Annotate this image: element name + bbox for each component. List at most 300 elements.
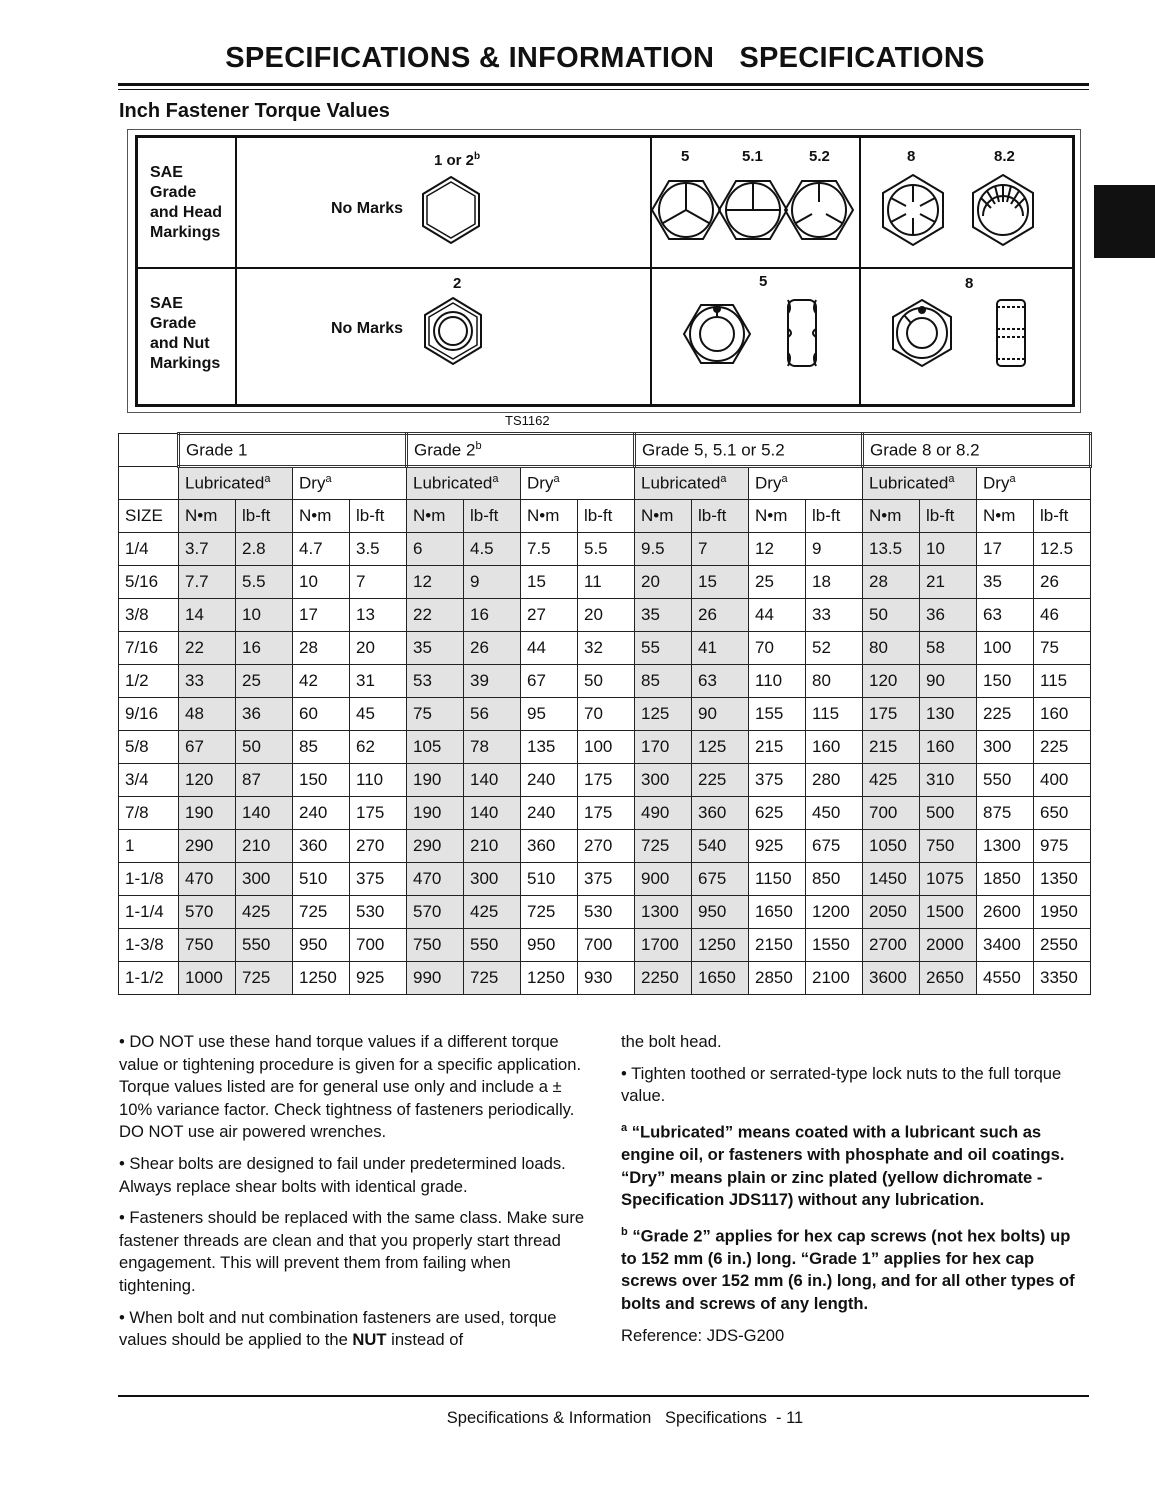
figure-code: TS1162 xyxy=(505,413,550,428)
torque-cell: 310 xyxy=(920,764,977,797)
torque-cell: 75 xyxy=(1034,632,1091,665)
torque-cell: 2700 xyxy=(863,929,920,962)
torque-cell: 360 xyxy=(521,830,578,863)
table-row xyxy=(119,863,1091,896)
torque-cell: 125 xyxy=(635,698,692,731)
torque-cell: 3400 xyxy=(977,929,1034,962)
table-row xyxy=(119,665,1091,698)
torque-cell: 9 xyxy=(806,533,863,566)
torque-cell: 140 xyxy=(464,797,521,830)
unit-header: lb-ft xyxy=(350,500,407,533)
note-shear-bolts: • Shear bolts are designed to fail under predetermined loads. Always replace shear bolts with identical grade. xyxy=(119,1153,566,1196)
torque-cell: 225 xyxy=(977,698,1034,731)
torque-cell: 240 xyxy=(521,797,578,830)
torque-cell: 70 xyxy=(749,632,806,665)
torque-cell: 42 xyxy=(293,665,350,698)
torque-cell: 115 xyxy=(1034,665,1091,698)
torque-cell: 35 xyxy=(635,599,692,632)
torque-cell: 20 xyxy=(350,632,407,665)
torque-cell: 85 xyxy=(293,731,350,764)
unit-header: N•m xyxy=(635,500,692,533)
torque-cell: 210 xyxy=(464,830,521,863)
torque-cell: 1300 xyxy=(977,830,1034,863)
torque-cell: 10 xyxy=(236,599,293,632)
torque-cell: 14 xyxy=(179,599,236,632)
torque-cell: 28 xyxy=(293,632,350,665)
torque-cell: 290 xyxy=(407,830,464,863)
torque-cell: 1500 xyxy=(920,896,977,929)
torque-cell: 110 xyxy=(350,764,407,797)
size-cell: 5/16 xyxy=(119,566,179,599)
torque-cell: 570 xyxy=(407,896,464,929)
torque-cell: 1650 xyxy=(692,962,749,995)
torque-cell: 210 xyxy=(236,830,293,863)
torque-cell: 950 xyxy=(293,929,350,962)
torque-cell: 87 xyxy=(236,764,293,797)
notes-left-column xyxy=(119,1031,589,1361)
size-cell: 7/16 xyxy=(119,632,179,665)
unit-header: lb-ft xyxy=(236,500,293,533)
note-hand-torque: • DO NOT use these hand torque values if a different torque value or tightening procedure is given for a specific application. Torque values listed are for general use only and include a ± 10% variance factor. Check tightness of fasteners periodically. DO NOT use air powered wrenches. xyxy=(119,1032,582,1142)
torque-cell: 270 xyxy=(350,830,407,863)
condition-header-row xyxy=(119,467,1091,500)
torque-table-body xyxy=(119,434,1091,995)
torque-cell: 78 xyxy=(464,731,521,764)
header-rule xyxy=(118,83,1089,86)
torque-cell: 950 xyxy=(692,896,749,929)
torque-cell: 110 xyxy=(749,665,806,698)
torque-cell: 750 xyxy=(179,929,236,962)
torque-cell: 17 xyxy=(293,599,350,632)
torque-cell: 900 xyxy=(635,863,692,896)
unit-header: N•m xyxy=(863,500,920,533)
torque-cell: 15 xyxy=(521,566,578,599)
torque-cell: 21 xyxy=(920,566,977,599)
torque-cell: 90 xyxy=(692,698,749,731)
torque-cell: 15 xyxy=(692,566,749,599)
torque-cell: 360 xyxy=(293,830,350,863)
table-row xyxy=(119,533,1091,566)
size-cell: 1/2 xyxy=(119,665,179,698)
torque-cell: 930 xyxy=(578,962,635,995)
torque-cell: 3.5 xyxy=(350,533,407,566)
torque-cell: 1650 xyxy=(749,896,806,929)
size-cell: 1-1/2 xyxy=(119,962,179,995)
torque-cell: 22 xyxy=(407,599,464,632)
torque-cell: 375 xyxy=(749,764,806,797)
table-row xyxy=(119,731,1091,764)
torque-cell: 160 xyxy=(1034,698,1091,731)
table-row xyxy=(119,764,1091,797)
hex-head-grade-5-2-icon xyxy=(785,181,853,239)
nut-grade-5-side-icon xyxy=(788,300,816,366)
torque-cell: 1950 xyxy=(1034,896,1091,929)
torque-cell: 1550 xyxy=(806,929,863,962)
torque-cell: 360 xyxy=(692,797,749,830)
unit-header-row xyxy=(119,500,1091,533)
lubricated-header: Lubricated$^a$ xyxy=(863,467,977,500)
head-grade-1-or-2-label: 1 or 2$^b$ xyxy=(434,151,481,169)
torque-cell: 12.5 xyxy=(1034,533,1091,566)
torque-cell: 63 xyxy=(692,665,749,698)
torque-cell: 650 xyxy=(1034,797,1091,830)
torque-cell: 7 xyxy=(350,566,407,599)
torque-cell: 425 xyxy=(863,764,920,797)
torque-cell: 2650 xyxy=(920,962,977,995)
reference: Reference: JDS-G200 xyxy=(621,1325,785,1345)
torque-cell: 25 xyxy=(236,665,293,698)
table-row xyxy=(119,797,1091,830)
torque-cell: 530 xyxy=(350,896,407,929)
torque-cell: 470 xyxy=(407,863,464,896)
torque-cell: 44 xyxy=(749,599,806,632)
size-cell: 1-3/8 xyxy=(119,929,179,962)
head-grade-5-1-label: 5.1 xyxy=(742,148,763,165)
torque-cell: 1000 xyxy=(179,962,236,995)
torque-cell: 35 xyxy=(977,566,1034,599)
torque-cell: 12 xyxy=(749,533,806,566)
torque-cell: 53 xyxy=(407,665,464,698)
torque-cell: 300 xyxy=(464,863,521,896)
torque-cell: 1150 xyxy=(749,863,806,896)
torque-cell: 540 xyxy=(692,830,749,863)
torque-cell: 2850 xyxy=(749,962,806,995)
torque-cell: 13.5 xyxy=(863,533,920,566)
torque-cell: 2100 xyxy=(806,962,863,995)
torque-cell: 1250 xyxy=(293,962,350,995)
torque-cell: 4.7 xyxy=(293,533,350,566)
torque-cell: 950 xyxy=(521,929,578,962)
torque-cell: 925 xyxy=(749,830,806,863)
torque-cell: 62 xyxy=(350,731,407,764)
size-cell: 9/16 xyxy=(119,698,179,731)
torque-cell: 925 xyxy=(350,962,407,995)
torque-cell: 375 xyxy=(578,863,635,896)
torque-cell: 5.5 xyxy=(236,566,293,599)
torque-cell: 3350 xyxy=(1034,962,1091,995)
torque-cell: 240 xyxy=(293,797,350,830)
torque-cell: 7.7 xyxy=(179,566,236,599)
torque-cell: 700 xyxy=(863,797,920,830)
torque-cell: 470 xyxy=(179,863,236,896)
torque-cell: 18 xyxy=(806,566,863,599)
lubricated-header: Lubricated$^a$ xyxy=(635,467,749,500)
unit-header: lb-ft xyxy=(578,500,635,533)
torque-cell: 530 xyxy=(578,896,635,929)
torque-cell: 50 xyxy=(863,599,920,632)
torque-cell: 12 xyxy=(407,566,464,599)
nut-no-marks-label: No Marks xyxy=(331,320,404,337)
torque-cell: 1200 xyxy=(806,896,863,929)
torque-cell: 85 xyxy=(635,665,692,698)
torque-cell: 50 xyxy=(578,665,635,698)
torque-cell: 675 xyxy=(806,830,863,863)
torque-cell: 9 xyxy=(464,566,521,599)
torque-cell: 140 xyxy=(236,797,293,830)
dry-header: Dry$^a$ xyxy=(293,467,407,500)
page-footer: Specifications & Information Specifications - 11 xyxy=(446,1409,804,1427)
nut-grade-5-label: 5 xyxy=(759,273,768,290)
head-markings-label: SAE Grade and Head Markings xyxy=(150,164,223,241)
torque-cell: 270 xyxy=(578,830,635,863)
unit-header: N•m xyxy=(293,500,350,533)
size-cell: 1/4 xyxy=(119,533,179,566)
torque-cell: 725 xyxy=(635,830,692,863)
unit-header: lb-ft xyxy=(464,500,521,533)
hex-head-grade-5-icon xyxy=(652,181,720,239)
torque-cell: 400 xyxy=(1034,764,1091,797)
torque-cell: 225 xyxy=(1034,731,1091,764)
size-cell: 3/4 xyxy=(119,764,179,797)
note-bolt-nut-combination: • When bolt and nut combination fasteners are used, torque values should be applied to the NUT instead of xyxy=(119,1307,557,1350)
torque-cell: 20 xyxy=(635,566,692,599)
torque-cell: 140 xyxy=(464,764,521,797)
torque-cell: 2250 xyxy=(635,962,692,995)
torque-cell: 375 xyxy=(350,863,407,896)
notes-right-column xyxy=(621,1031,1087,1356)
torque-cell: 550 xyxy=(236,929,293,962)
torque-cell: 80 xyxy=(863,632,920,665)
table-row xyxy=(119,632,1091,665)
nut-grade-8-label: 8 xyxy=(965,275,974,292)
torque-cell: 2000 xyxy=(920,929,977,962)
torque-cell: 215 xyxy=(863,731,920,764)
torque-cell: 625 xyxy=(749,797,806,830)
torque-cell: 22 xyxy=(179,632,236,665)
hex-head-grade-5-1-icon xyxy=(719,181,787,239)
torque-cell: 550 xyxy=(464,929,521,962)
section-title: Inch Fastener Torque Values xyxy=(119,100,390,122)
torque-cell: 26 xyxy=(1034,566,1091,599)
torque-cell: 150 xyxy=(977,665,1034,698)
torque-cell: 63 xyxy=(977,599,1034,632)
torque-cell: 35 xyxy=(407,632,464,665)
torque-cell: 1075 xyxy=(920,863,977,896)
torque-cell: 36 xyxy=(236,698,293,731)
torque-cell: 120 xyxy=(179,764,236,797)
torque-cell: 32 xyxy=(578,632,635,665)
marking-drawings xyxy=(138,138,1072,404)
unit-header: N•m xyxy=(977,500,1034,533)
torque-cell: 225 xyxy=(692,764,749,797)
torque-cell: 67 xyxy=(521,665,578,698)
torque-cell: 11 xyxy=(578,566,635,599)
torque-cell: 95 xyxy=(521,698,578,731)
torque-cell: 100 xyxy=(977,632,1034,665)
torque-cell: 875 xyxy=(977,797,1034,830)
torque-cell: 10 xyxy=(293,566,350,599)
size-cell: 5/8 xyxy=(119,731,179,764)
head-grade-5-label: 5 xyxy=(681,148,690,165)
torque-cell: 450 xyxy=(806,797,863,830)
lubricated-header: Lubricated$^a$ xyxy=(407,467,521,500)
torque-cell: 300 xyxy=(635,764,692,797)
page-title: SPECIFICATIONS & INFORMATION SPECIFICATIONS xyxy=(225,42,985,74)
head-no-marks-label: No Marks xyxy=(331,200,404,217)
torque-cell: 725 xyxy=(236,962,293,995)
torque-cell: 155 xyxy=(749,698,806,731)
dry-header: Dry$^a$ xyxy=(977,467,1091,500)
torque-cell: 31 xyxy=(350,665,407,698)
marking-figure xyxy=(135,135,1075,407)
torque-cell: 2600 xyxy=(977,896,1034,929)
unit-header: N•m xyxy=(179,500,236,533)
torque-cell: 75 xyxy=(407,698,464,731)
torque-cell: 240 xyxy=(521,764,578,797)
torque-cell: 190 xyxy=(407,797,464,830)
torque-cell: 510 xyxy=(521,863,578,896)
torque-cell: 80 xyxy=(806,665,863,698)
torque-cell: 280 xyxy=(806,764,863,797)
torque-cell: 725 xyxy=(521,896,578,929)
torque-cell: 7.5 xyxy=(521,533,578,566)
table-row xyxy=(119,929,1091,962)
torque-cell: 190 xyxy=(407,764,464,797)
grade-header-row xyxy=(119,434,1091,467)
nut-markings-label: SAE Grade and Nut Markings xyxy=(150,295,221,372)
torque-cell: 510 xyxy=(293,863,350,896)
torque-cell: 115 xyxy=(806,698,863,731)
torque-cell: 90 xyxy=(920,665,977,698)
torque-cell: 975 xyxy=(1034,830,1091,863)
torque-cell: 675 xyxy=(692,863,749,896)
torque-cell: 3600 xyxy=(863,962,920,995)
torque-cell: 4.5 xyxy=(464,533,521,566)
torque-cell: 170 xyxy=(635,731,692,764)
table-row xyxy=(119,566,1091,599)
unit-header: lb-ft xyxy=(806,500,863,533)
torque-cell: 48 xyxy=(179,698,236,731)
torque-cell: 16 xyxy=(236,632,293,665)
torque-cell: 175 xyxy=(578,764,635,797)
torque-cell: 130 xyxy=(920,698,977,731)
torque-cell: 70 xyxy=(578,698,635,731)
torque-cell: 13 xyxy=(350,599,407,632)
torque-cell: 9.5 xyxy=(635,533,692,566)
note-bolt-nut-continued: the bolt head. xyxy=(621,1032,722,1051)
torque-cell: 150 xyxy=(293,764,350,797)
torque-cell: 26 xyxy=(692,599,749,632)
torque-cell: 67 xyxy=(179,731,236,764)
torque-cell: 56 xyxy=(464,698,521,731)
torque-cell: 5.5 xyxy=(578,533,635,566)
unit-header: lb-ft xyxy=(920,500,977,533)
torque-cell: 33 xyxy=(179,665,236,698)
size-header: SIZE xyxy=(119,500,179,533)
size-cell: 3/8 xyxy=(119,599,179,632)
torque-cell: 850 xyxy=(806,863,863,896)
table-row xyxy=(119,962,1091,995)
hex-head-grade-8-icon xyxy=(883,175,943,245)
torque-cell: 26 xyxy=(464,632,521,665)
torque-cell: 52 xyxy=(806,632,863,665)
lubricated-header: Lubricated$^a$ xyxy=(179,467,293,500)
torque-cell: 1300 xyxy=(635,896,692,929)
footer-rule xyxy=(118,1395,1089,1397)
unit-header: N•m xyxy=(749,500,806,533)
section-tab-marker xyxy=(1094,185,1155,258)
torque-cell: 1350 xyxy=(1034,863,1091,896)
table-row xyxy=(119,896,1091,929)
footnote-a: $^a$ “Lubricated” means coated with a lubricant such as engine oil, or fasteners with phosphate and oil coatings. “Dry” means plain or zinc plated (yellow dichromate - Specification JDS117) without any lubrication. xyxy=(621,1121,1065,1210)
torque-cell: 44 xyxy=(521,632,578,665)
torque-cell: 2050 xyxy=(863,896,920,929)
torque-cell: 58 xyxy=(920,632,977,665)
torque-cell: 1250 xyxy=(521,962,578,995)
torque-cell: 500 xyxy=(920,797,977,830)
header-rule-thin xyxy=(118,89,1089,90)
head-grade-5-2-label: 5.2 xyxy=(809,148,830,165)
torque-cell: 990 xyxy=(407,962,464,995)
unit-header: lb-ft xyxy=(692,500,749,533)
torque-cell: 135 xyxy=(521,731,578,764)
torque-cell: 16 xyxy=(464,599,521,632)
torque-cell: 425 xyxy=(236,896,293,929)
torque-table xyxy=(118,432,1092,995)
footnote-b: $^b$ “Grade 2” applies for hex cap screws (not hex bolts) up to 152 mm (6 in.) long. “Grade 1” applies for hex cap screws over 152 mm (6 in.) long, and for all other types of bolts and screws of any length. xyxy=(621,1225,1075,1313)
size-cell: 1-1/8 xyxy=(119,863,179,896)
grade-8-header: Grade 8 or 8.2 xyxy=(863,434,1091,467)
table-row xyxy=(119,599,1091,632)
torque-cell: 290 xyxy=(179,830,236,863)
torque-cell: 41 xyxy=(692,632,749,665)
torque-cell: 105 xyxy=(407,731,464,764)
torque-cell: 6 xyxy=(407,533,464,566)
torque-cell: 36 xyxy=(920,599,977,632)
grade-2-header: Grade 2$^b$ xyxy=(407,434,635,467)
torque-cell: 175 xyxy=(578,797,635,830)
size-cell: 7/8 xyxy=(119,797,179,830)
torque-cell: 33 xyxy=(806,599,863,632)
table-row xyxy=(119,830,1091,863)
torque-cell: 750 xyxy=(407,929,464,962)
size-cell: 1-1/4 xyxy=(119,896,179,929)
table-row xyxy=(119,698,1091,731)
torque-cell: 100 xyxy=(578,731,635,764)
torque-cell: 1700 xyxy=(635,929,692,962)
torque-cell: 10 xyxy=(920,533,977,566)
torque-cell: 725 xyxy=(464,962,521,995)
torque-cell: 160 xyxy=(920,731,977,764)
torque-cell: 60 xyxy=(293,698,350,731)
torque-cell: 2550 xyxy=(1034,929,1091,962)
torque-cell: 215 xyxy=(749,731,806,764)
torque-cell: 175 xyxy=(863,698,920,731)
torque-cell: 700 xyxy=(350,929,407,962)
torque-cell: 3.7 xyxy=(179,533,236,566)
torque-cell: 46 xyxy=(1034,599,1091,632)
unit-header: N•m xyxy=(521,500,578,533)
hex-head-plain-icon xyxy=(423,177,479,243)
torque-cell: 25 xyxy=(749,566,806,599)
torque-cell: 17 xyxy=(977,533,1034,566)
torque-cell: 7 xyxy=(692,533,749,566)
torque-cell: 28 xyxy=(863,566,920,599)
torque-cell: 490 xyxy=(635,797,692,830)
note-replace-fasteners: • Fasteners should be replaced with the same class. Make sure fastener threads are clean and that you properly start thread engagement. This will prevent them from failing when tightening. xyxy=(119,1208,585,1295)
torque-cell: 300 xyxy=(977,731,1034,764)
torque-cell: 300 xyxy=(236,863,293,896)
hex-head-grade-8-2-icon xyxy=(973,175,1033,245)
torque-cell: 55 xyxy=(635,632,692,665)
dry-header: Dry$^a$ xyxy=(749,467,863,500)
nut-grade-2-icon xyxy=(425,298,481,364)
nut-grade-2-label: 2 xyxy=(453,275,462,292)
nut-grade-5-icon xyxy=(684,305,750,363)
torque-cell: 20 xyxy=(578,599,635,632)
nut-grade-8-icon xyxy=(893,300,951,366)
torque-cell: 39 xyxy=(464,665,521,698)
